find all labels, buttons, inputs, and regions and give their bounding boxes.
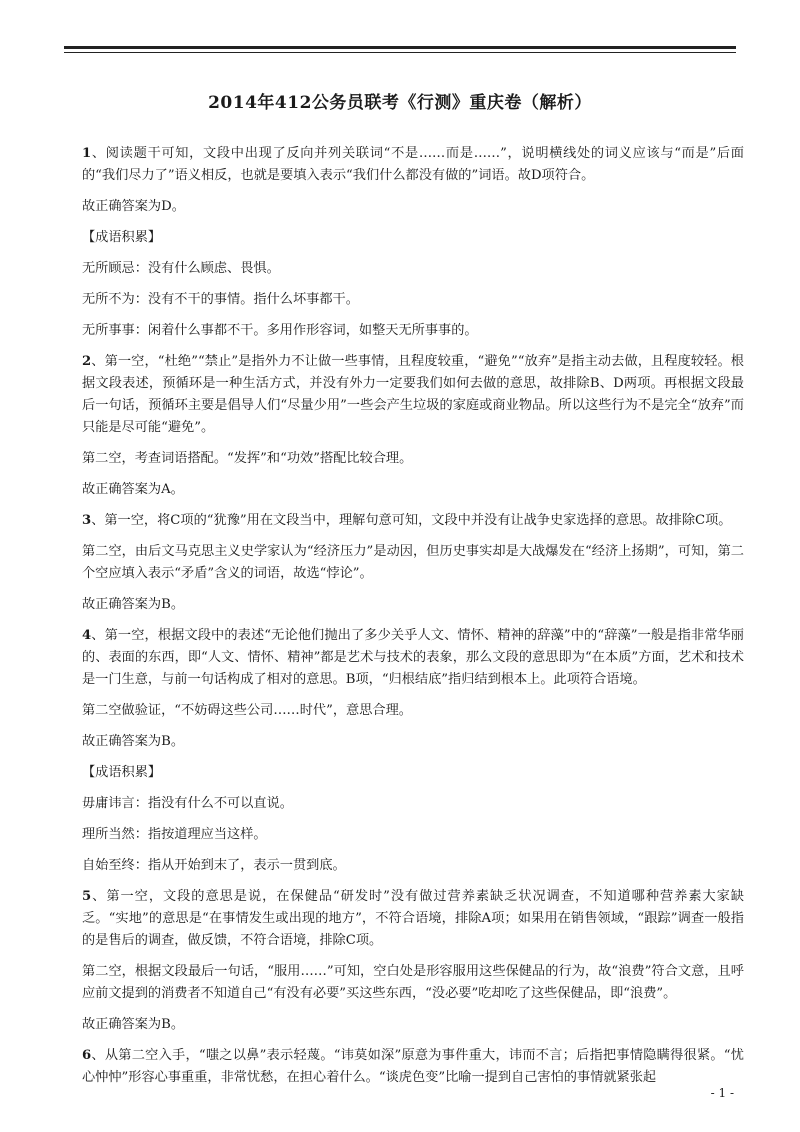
paragraph: 5、第一空，文段的意思是说，在保健品“研发时”没有做过营养素缺乏状况调查，不知道哪种营养素大家缺乏。“实地”的意思是“在事情发生或出现的地方”，不符合语境，排除A项；如果用在销售领域，“跟踪”调查一般指的是售后的调查，做反馈，不符合语境，排除C项。 (82, 889, 744, 948)
paragraph: 故正确答案为D。 (82, 199, 185, 214)
paragraph: 故正确答案为A。 (82, 482, 184, 497)
paragraph: 第二空，由后文马克思主义史学家认为“经济压力”是动因，但历史事实却是大战爆发在“经济上扬期”，可知，第二个空应填入表示“矛盾”含义的词语，故选“悖论”。 (82, 544, 744, 581)
paragraph: 自始至终：指从开始到末了，表示一贯到底。 (82, 858, 346, 873)
paragraph: 毋庸讳言：指没有什么不可以直说。 (82, 796, 293, 811)
paragraph: 6、从第二空入手，“嗤之以鼻”表示轻蔑。“讳莫如深”原意为事件重大，讳而不言；后指把事情隐瞒得很紧。“忧心忡忡”形容心事重重，非常忧愁，在担心着什么。“谈虎色变”比喻一提到自己害怕的事情就紧张起 (82, 1048, 744, 1085)
paragraph: 2、第一空，“杜绝”“禁止”是指外力不让做一些事情，且程度较重，“避免”“放弃”是指主动去做，且程度较轻。根据文段表述，预循环是一种生活方式，并没有外力一定要我们如何去做的意思，故排除B、D两项。再根据文段最后一句话，预循环主要是倡导人们“尽量少用”一些会产生垃圾的家庭或商业物品。所以这些行为不是完全“放弃”而只能是尽可能“避免”。 (82, 354, 744, 435)
paragraph: 故正确答案为B。 (82, 734, 185, 749)
paragraph: 第二空，考查词语搭配。“发挥”和“功效”搭配比较合理。 (82, 451, 413, 466)
paragraph: 第二空，根据文段最后一句话，“服用……”可知，空白处是形容服用这些保健品的行为，故“浪费”符合文意，且呼应前文提到的消费者不知道自己“有没有必要”买这些东西，“没必要”吃却吃了这些保健品，即“浪费”。 (82, 964, 744, 1001)
paragraph: 故正确答案为B。 (82, 1017, 185, 1032)
paragraph: 第二空做验证，“不妨碍这些公司……时代”，意思合理。 (82, 703, 412, 718)
paragraph: 1、阅读题干可知，文段中出现了反向并列关联词“不是……而是……”，说明横线处的词义应该与“而是”后面的“我们尽力了”语义相反，也就是要填入表示“我们什么都没有做的”词语。故D项符合。 (82, 146, 744, 183)
document-body (82, 143, 744, 1098)
page-title: 2014年412公务员联考《行测》重庆卷（解析） (208, 93, 592, 113)
paragraph: 理所当然：指按道理应当这样。 (82, 827, 267, 842)
paragraph: 【成语积累】 (82, 765, 162, 780)
header-rule-thin (64, 52, 736, 53)
page-number: - 1 - (710, 1086, 734, 1100)
paragraph: 故正确答案为B。 (82, 597, 185, 612)
paragraph: 无所不为：没有不干的事情。指什么坏事都干。 (82, 292, 359, 307)
paragraph: 【成语积累】 (82, 230, 162, 245)
paragraph: 3、第一空，将C项的“犹豫”用在文段当中，理解句意可知，文段中并没有让战争史家选择的意思。故排除C项。 (82, 513, 732, 528)
paragraph: 无所顾忌：没有什么顾虑、畏惧。 (82, 261, 280, 276)
header-rule-thick (64, 46, 736, 49)
paragraph: 无所事事：闲着什么事都不干。多用作形容词，如整天无所事事的。 (82, 323, 478, 338)
paragraph: 4、第一空，根据文段中的表述“无论他们抛出了多少关乎人文、情怀、精神的辞藻”中的“辞藻”一般是指非常华丽的、表面的东西，即“人文、情怀、精神”都是艺术与技术的表象，那么文段的意思即为“在本质”方面，艺术和技术是一门生意，与前一句话构成了相对的意思。B项，“归根结底”指归结到根本上。此项符合语境。 (82, 628, 744, 687)
